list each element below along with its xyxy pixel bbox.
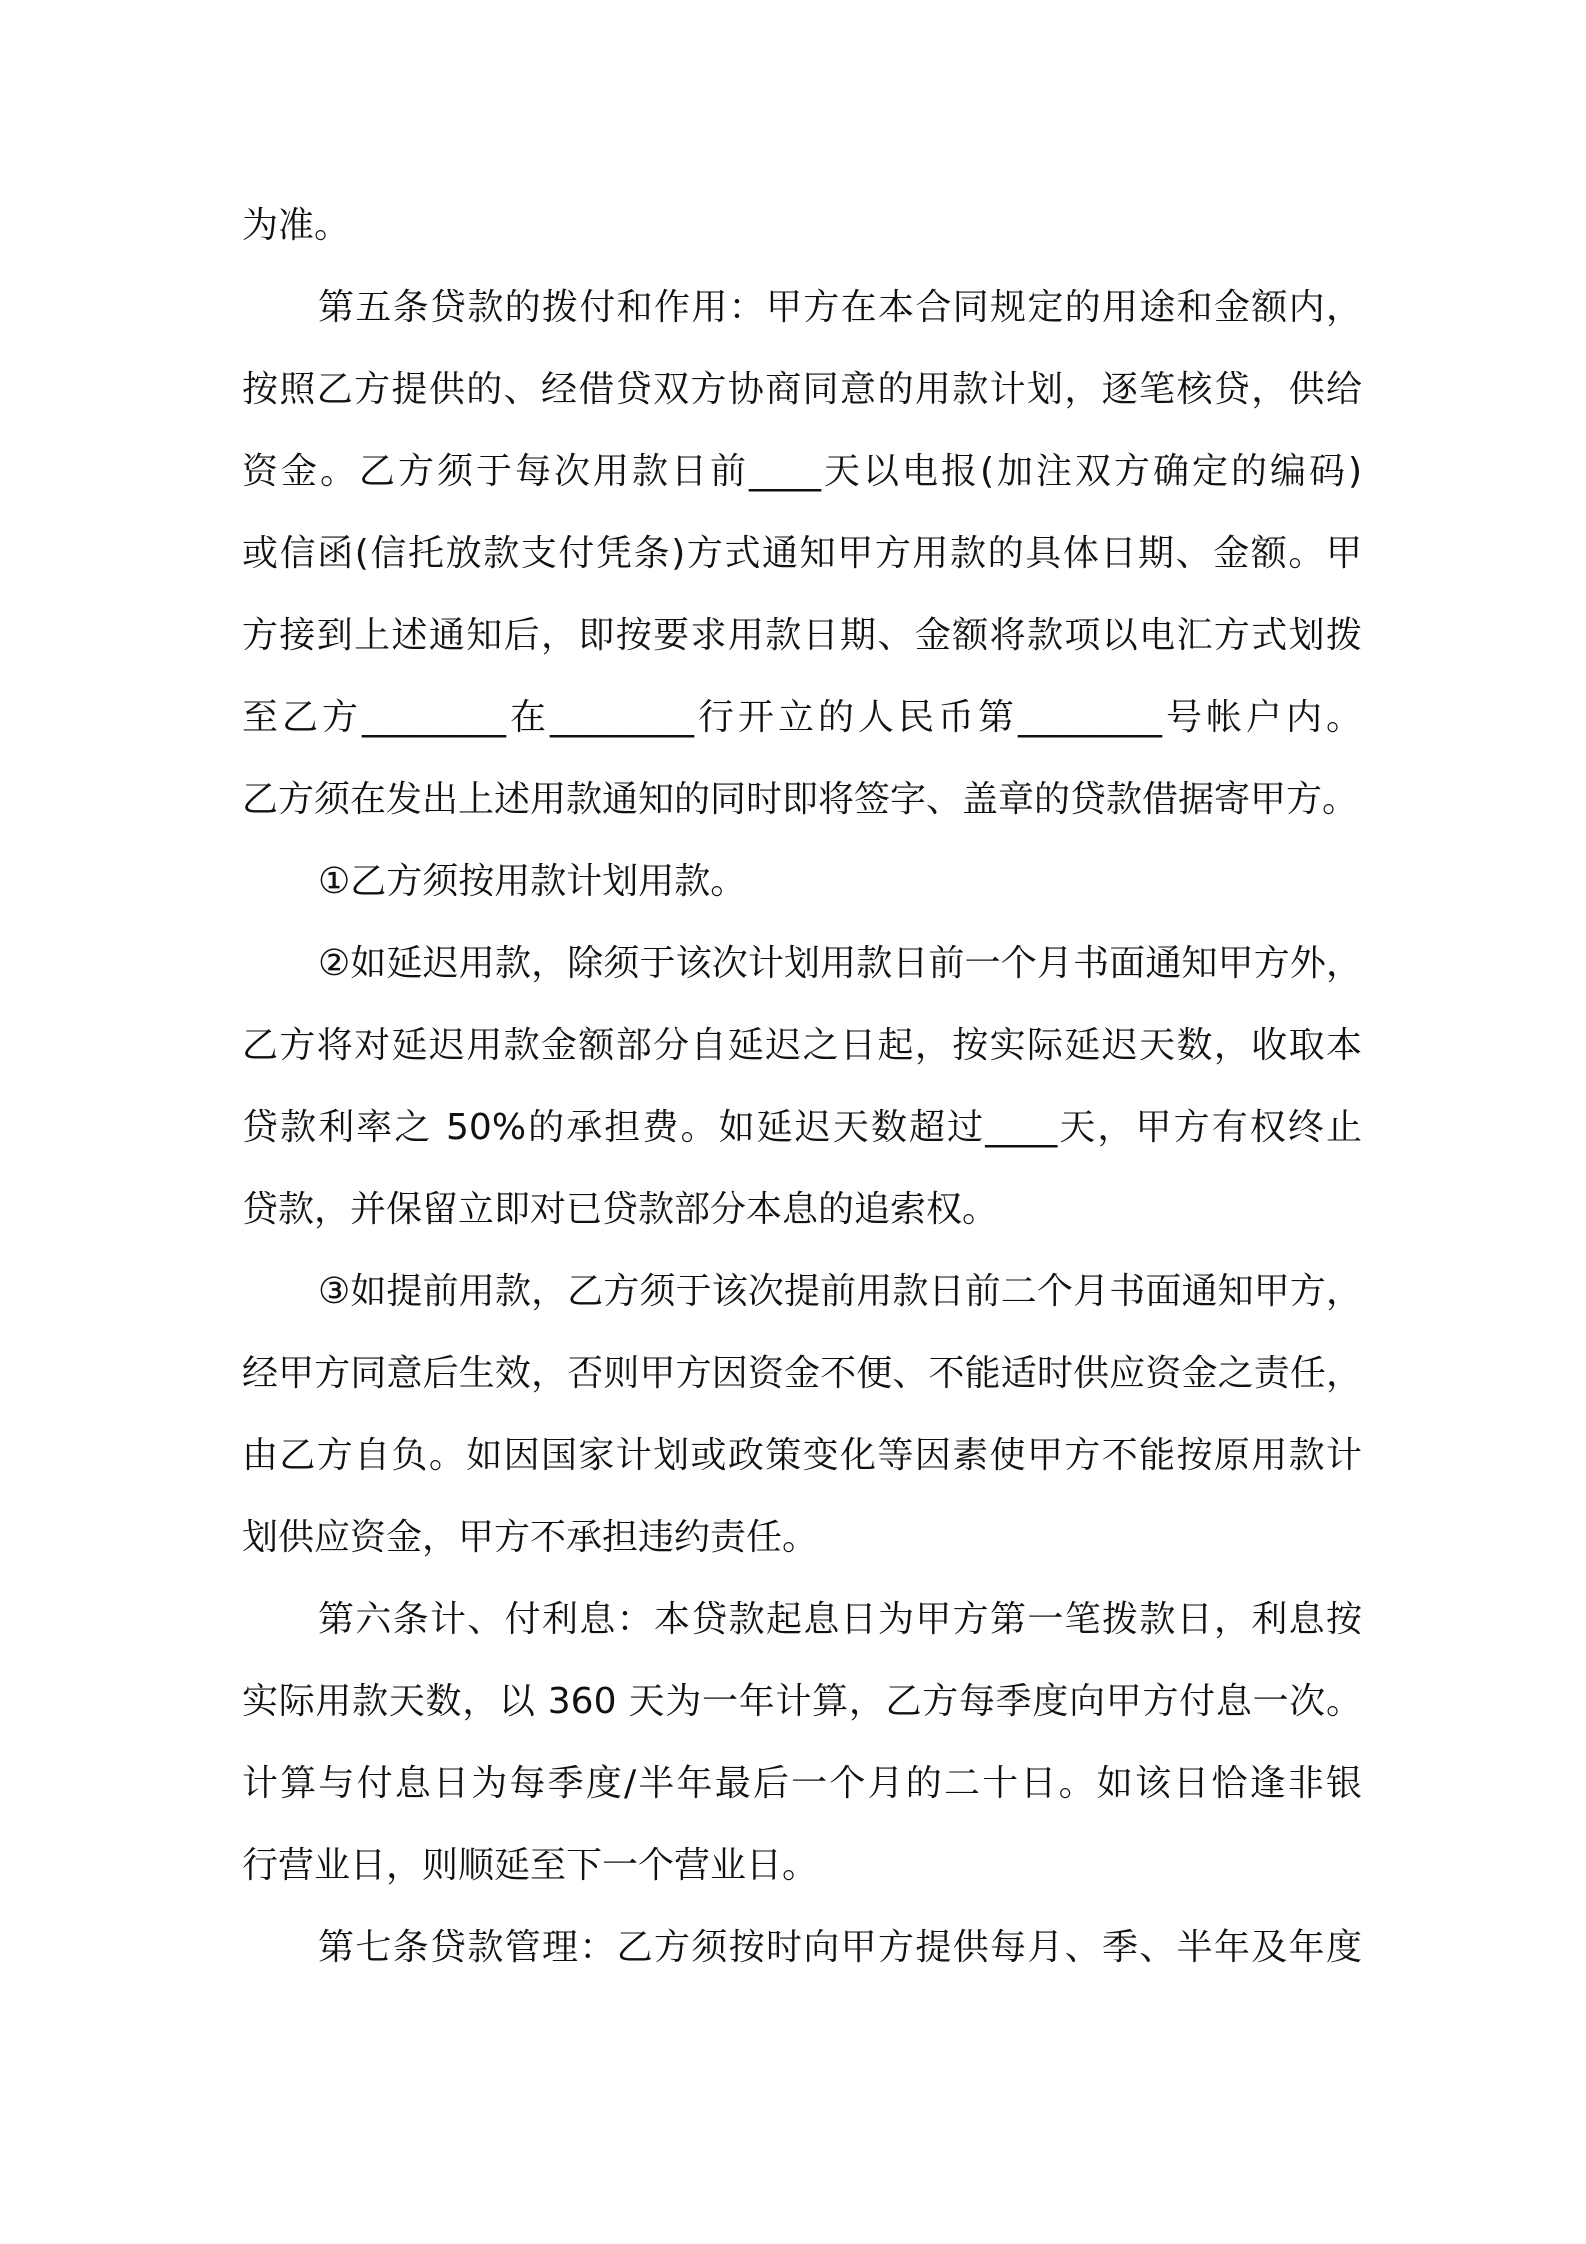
- text-line: 行营业日，则顺延至下一个营业日。: [242, 1845, 819, 1886]
- text-line: 经甲方同意后生效，否则甲方因资金不便、不能适时供应资金之责任，: [242, 1353, 1362, 1394]
- text-line: ②如延迟用款，除须于该次计划用款日前一个月书面通知甲方外，: [318, 943, 1362, 984]
- text-line: 计算与付息日为每季度/半年最后一个月的二十日。如该日恰逢非银: [242, 1763, 1362, 1804]
- text-line: ①乙方须按用款计划用款。: [318, 861, 747, 902]
- text-line: 贷款，并保留立即对已贷款部分本息的追索权。: [242, 1189, 999, 1230]
- text-line: 方接到上述通知后，即按要求用款日期、金额将款项以电汇方式划拨: [242, 615, 1362, 656]
- text-line: ③如提前用款，乙方须于该次提前用款日前二个月书面通知甲方，: [318, 1271, 1362, 1312]
- text-line: 划供应资金，甲方不承担违约责任。: [242, 1517, 819, 1558]
- text-line: 第六条计、付利息：本贷款起息日为甲方第一笔拨款日，利息按: [318, 1599, 1362, 1640]
- text-line: 按照乙方提供的、经借贷双方协商同意的用款计划，逐笔核贷，供给: [242, 369, 1362, 410]
- text-line: 乙方须在发出上述用款通知的同时即将签字、盖章的贷款借据寄甲方。: [242, 779, 1359, 820]
- text-line: 资金。乙方须于每次用款日前____天以电报(加注双方确定的编码): [242, 451, 1362, 492]
- text-line: 第七条贷款管理：乙方须按时向甲方提供每月、季、半年及年度: [318, 1927, 1362, 1968]
- text-line: 实际用款天数，以 360 天为一年计算，乙方每季度向甲方付息一次。: [242, 1681, 1362, 1722]
- text-line: 为准。: [242, 205, 351, 246]
- text-line: 贷款利率之 50%的承担费。如延迟天数超过____天，甲方有权终止: [242, 1107, 1362, 1148]
- text-line: 第五条贷款的拨付和作用：甲方在本合同规定的用途和金额内，: [318, 287, 1362, 328]
- text-line: 至乙方________在________行开立的人民币第________号帐户内。: [242, 697, 1362, 738]
- text-line: 由乙方自负。如因国家计划或政策变化等因素使甲方不能按原用款计: [242, 1435, 1362, 1476]
- text-line: 乙方将对延迟用款金额部分自延迟之日起，按实际延迟天数，收取本: [242, 1025, 1362, 1066]
- text-line: 或信函(信托放款支付凭条)方式通知甲方用款的具体日期、金额。甲: [242, 533, 1362, 574]
